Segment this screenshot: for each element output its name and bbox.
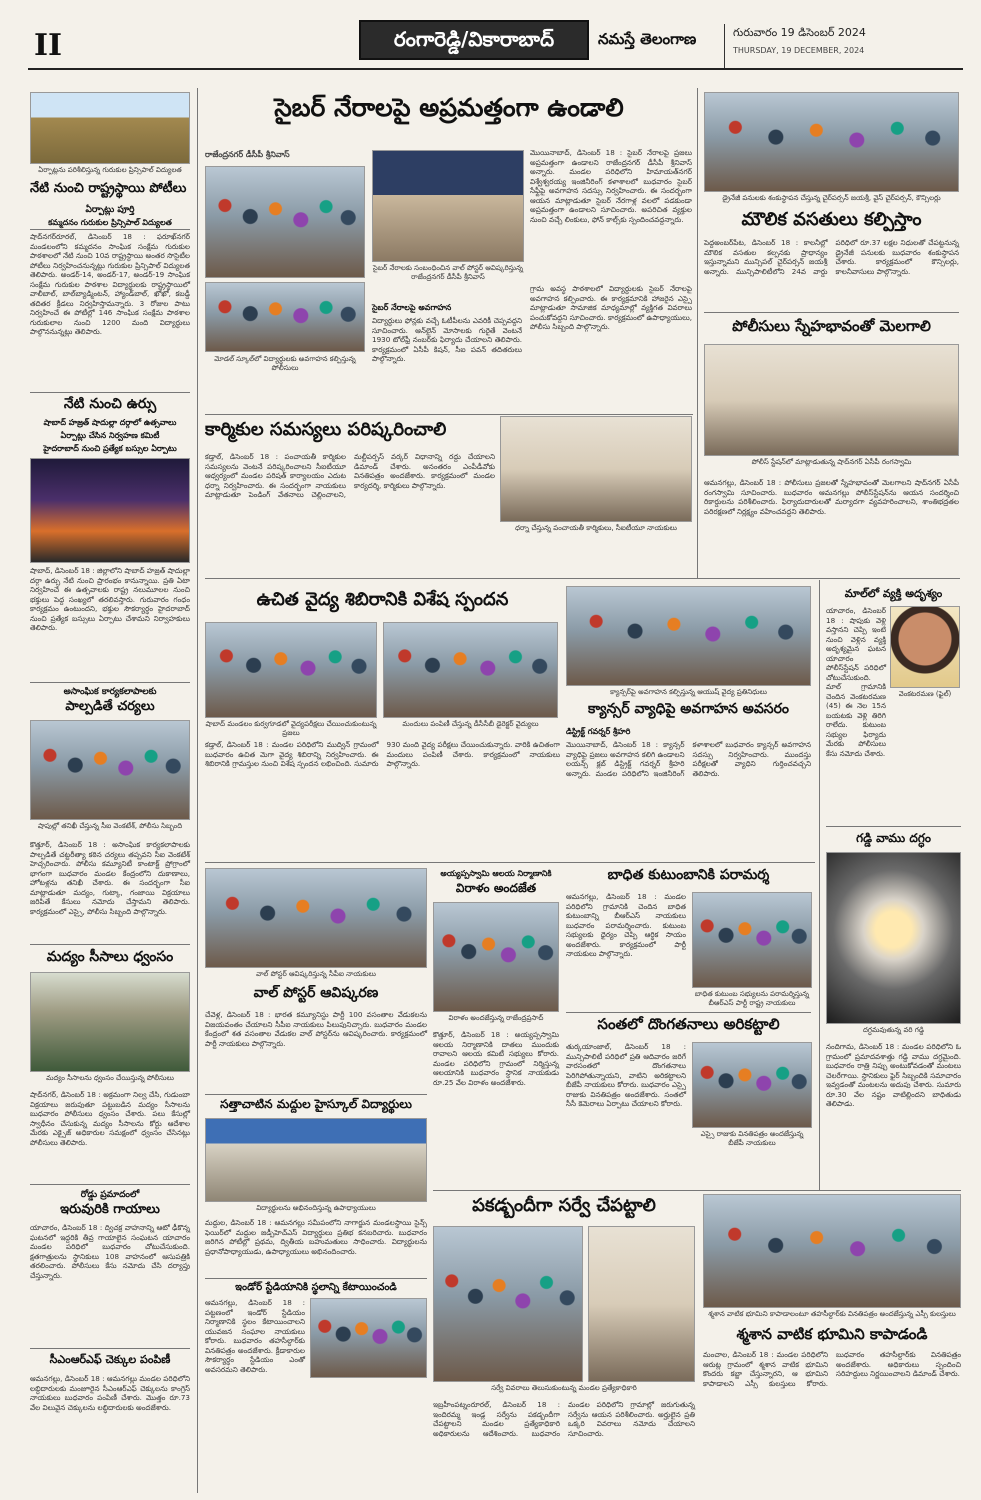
story-body: తుర్కయాంజాల్, డిసెంబర్ 18 : మున్సిపాలిటీ పరిధిలో ప్రతి ఆదివారం జరిగే వారసంతలో దొంగతనాలు పెరిగిపోతున్నాయని, వాటిని అరికట్టాలని బీజేపీ నాయకులు కోరారు. బుధవారం ఎస్సై రాజుకు వినతిపత్రం అందజేశారు. సంతలో సీసీ కెమెరాలు ఏర్పాటు చేయాలని కోరారు. <box>566 1042 686 1108</box>
story-divider <box>30 944 190 945</box>
photo-caption: ఏర్పాట్లను పరిశీలిస్తున్న గురుకుల ప్రిన్సిపాల్ విద్యులత <box>38 166 182 174</box>
story-subhead: ఏర్పాట్లు చేసిన నిర్వహణ కమిటీ <box>60 431 160 440</box>
photo-cancer-group <box>566 586 811 686</box>
story-body: మంచాల, డిసెంబర్ 18 : మండల పరిధిలోని ఆరుట్ల గ్రామంలో శ్మశాన వాటిక భూమిని కొందరు కబ్జా చేస్తున్నారని, ఆ భూమిని కాపాడాలని ఎస్సీ కులస్తులు కోరారు. బుధవారం తహసీల్దార్‌కు వినతిపత్రం అందజేశారు. అధికారులు స్పందించి సరిహద్దులు నిర్ణయించాలని డిమాండ్ చేశారు. <box>703 1350 961 1388</box>
story-body: ఆమనగల్లు, డిసెంబర్ 18 : మండల పరిధిలోని గ్రామానికి చెందిన బాధిత కుటుంబాన్ని బీఆర్‌ఎస్ నాయకులు బుధవారం పరామర్శించారు. కుటుంబ సభ్యులకు ధైర్యం చెప్పి ఆర్థిక సాయం అందజేశారు. కార్యక్రమంలో పార్టీ నాయకులు పాల్గొన్నారు. <box>566 892 686 958</box>
photo-bottles <box>30 972 190 1072</box>
photo-caption: దగ్ధమవుతున్న వరి గడ్డి <box>862 1026 925 1034</box>
story-body: కొత్తూర్, డిసెంబర్ 18 : అసాంఘిక కార్యకలాపాలకు పాల్పడితే చట్టరీత్యా కఠిన చర్యలు తప్పవని సీఐ వెంకటేశ్ హెచ్చరించారు. పోలీసు కమ్యూనిటీ కాంటాక్ట్ ప్రోగ్రాంలో భాగంగా బుధవారం మండల కేంద్రంలోని దుకాణాలు, హోటళ్లను తనిఖీ చేశారు. ఈ సందర్భంగా సీఐ మాట్లాడుతూ మద్యం, గుట్కా, గంజాయి విక్రయాలు జరిపితే కేసులు నమోదు చేస్తామని తెలిపారు. కార్యక్రమంలో ఎస్సై, పోలీసు సిబ్బంది పాల్గొన్నారు. <box>30 840 190 916</box>
story-divider <box>30 1184 190 1185</box>
photo-missing-person <box>890 606 960 688</box>
story-subhead: కమ్మదనం గురుకుల ప్రిన్సిపాల్ విద్యులత <box>30 217 190 230</box>
lead-body: మొయినాబాద్, డిసెంబర్ 18 : సైబర్ నేరాలపై ప్రజలు అప్రమత్తంగా ఉండాలని రాజేంద్రనగర్ డీసీపీ శ్రీనివాస్ అన్నారు. మండల పరిధిలోని హిమాయత్‌నగర్ విశ్వేశ్వరయ్య ఇంజినీరింగ్ కళాశాలలో బుధవారం సైబర్ సేఫ్టీపై అవగాహన సదస్సు నిర్వహించారు. ఈ సందర్భంగా ఆయన మాట్లాడుతూ సైబర్ నేరగాళ్ల వలలో పడకుండా అప్రమత్తంగా ఉండాలని సూచించారు. అపరిచిత వ్యక్తుల నుంచి వచ్చే లింకులు, ఫోన్ కాల్స్‌కు స్పందించవద్దన్నారు. <box>530 148 692 224</box>
story-divider <box>205 862 815 863</box>
photo-caption: సర్వే వివరాలు తెలుసుకుంటున్న మండల ప్రత్యేకాధికారి <box>491 1384 637 1392</box>
story-body: ఇబ్రహీంపట్నంరూరల్, డిసెంబర్ 18 : ఇందిరమ్మ ఇండ్ల సర్వేను పకడ్బందీగా చేపట్టాలని మండల ప్రత్యేకాధికారి అధికారులను ఆదేశించారు. బుధవారం మండల పరిధిలోని గ్రామాల్లో జరుగుతున్న సర్వేను ఆయన పరిశీలించారు. అర్హులైన ప్రతి ఒక్కరి వివరాలు నమోదు చేయాలని సూచించారు. <box>433 1400 695 1438</box>
story-headline: పకడ్బందీగా సర్వే చేపట్టాలి <box>472 1195 656 1216</box>
story-divider <box>566 1012 811 1013</box>
section-banner <box>359 20 589 60</box>
photo-caption: సైబర్ నేరాలకు సంబంధించిన వాల్ పోస్టర్ ఆవిష్కరిస్తున్న రాజేంద్రనగర్ డీసీపీ శ్రీనివాస్ <box>372 264 524 281</box>
story-headline: పాల్పడితే చర్యలు <box>65 699 155 714</box>
story-divider <box>205 414 693 415</box>
photo-cemetery-petition <box>703 1194 961 1308</box>
lead-byline: రాజేంద్రనగర్ డీసీపీ శ్రీనివాస్ <box>205 150 290 159</box>
photo-students <box>205 166 365 278</box>
story-headline: సత్తాచాటిన మద్దుల హైస్కూల్ విద్యార్థులు <box>220 1097 412 1111</box>
photo-survey-home <box>433 1226 583 1382</box>
story-subhead: రోడ్డు ప్రమాదంలో <box>80 1190 140 1200</box>
story-subhead: ఏర్పాట్లు పూర్తి <box>85 205 135 215</box>
story-headline: బాధిత కుటుంబానికి పరామర్శ <box>607 867 770 883</box>
photo-caption: బాధిత కుటుంబ సభ్యులను పరామర్శిస్తున్న బీఆర్‌ఎస్ పార్టీ రాష్ట్ర నాయకులు <box>694 990 810 1007</box>
photo-police-station <box>704 344 959 456</box>
section-title: రంగారెడ్డి/వికారాబాద్ <box>393 27 555 51</box>
story-headline: సంతలో దొంగతనాలు అరికట్టాలి <box>597 1015 780 1033</box>
photo-medical-camp <box>205 622 377 718</box>
photo-caption: వాల్ పోస్టర్ ఆవిష్కరిస్తున్న సీపీఐ నాయకులు <box>256 970 376 978</box>
photo-sports-ground <box>30 92 190 164</box>
story-headline: క్యాన్సర్ వ్యాధిపై అవగాహన అవసరం <box>587 701 790 717</box>
photo-caption: శ్మశాన వాటిక భూమిని కాపాడాలంటూ తహసీల్దార్‌కు వినతిపత్రం అందజేస్తున్న ఎస్సీ కులస్తులు <box>708 1310 956 1318</box>
column-divider <box>697 88 698 578</box>
story-divider <box>30 392 190 393</box>
story-body: ఆమనగల్లు, డిసెంబర్ 18 : పోలీసులు ప్రజలతో స్నేహభావంతో మెలగాలని షాద్‌నగర్ ఏసీపీ రంగస్వామి సూచించారు. బుధవారం ఆమనగల్లు పోలీస్‌స్టేషన్‌ను ఆయన సందర్శించి రికార్డులను పరిశీలించారు. ఫిర్యాదుదారులతో మర్యాదగా వ్యవహరించాలని, శాంతిభద్రతల పరిరక్షణలో నిర్లక్ష్యం వహించవద్దని తెలిపారు. <box>704 478 959 516</box>
photo-dargah-lights <box>30 458 190 563</box>
date-english: THURSDAY, 19 DECEMBER, 2024 <box>733 46 865 55</box>
date-telugu: గురువారం 19 డిసెంబర్ 2024 <box>733 26 866 39</box>
story-body: మొయినాబాద్, డిసెంబర్ 18 : క్యాన్సర్ వ్యాధిపై ప్రజలు అవగాహన కలిగి ఉండాలని లయన్స్ క్లబ్ డిస్ట్రిక్ట్ గవర్నర్ శ్రీహరి అన్నారు. మండల పరిధిలోని ఇంజినీరింగ్ కళాశాలలో బుధవారం క్యాన్సర్ అవగాహన సదస్సు నిర్వహించారు. ముందస్తు పరీక్షలతో వ్యాధిని గుర్తించవచ్చని తెలిపారు. <box>566 740 811 778</box>
story-divider <box>205 1094 427 1095</box>
story-divider <box>30 682 190 683</box>
story-body: షాద్‌నగర్‌రూరల్, డిసెంబర్ 18 : ఫరూఖ్‌నగర్ మండలంలోని కమ్మదనం సాంఘిక సంక్షేమ గురుకుల పాఠశాలలో నేటి నుంచి 10వ రాష్ట్రస్థాయి అంతర సొసైటీల పోటీలు నిర్వహించనున్నట్లు గురుకుల ప్రిన్సిపాల్ విద్యులత తెలిపారు. అండర్-14, అండర్-17, అండర్-19 సాంఘిక సంక్షేమ గురుకుల పాఠశాల విద్యార్థులకు రాష్ట్రస్థాయిలో వాలీబాల్, బాల్‌బ్యాడ్మింటన్, హ్యాండ్‌బాల్, ఖోఖో, కబడ్డీ తదితర క్రీడలు నిర్వహిస్తామన్నారు. 3 రోజుల పాటు నిర్వహించే ఈ పోటీల్లో 146 సాంఘిక సంక్షేమ పాఠశాల గురుకులాల నుంచి 1200 మంది విద్యార్థులు పాల్గొననున్నట్లు తెలిపారు. <box>30 232 190 336</box>
lead-body: గ్రామ అవస్థ పాఠశాలలో విద్యార్థులకు సైబర్ నేరాలపై అవగాహన కల్పించారు. ఈ కార్యక్రమానికి హాజరైన ఎస్సై మాట్లాడుతూ సామాజిక మాధ్యమాల్లో వ్యక్తిగత వివరాలు పంచుకోవద్దని సూచించారు. కార్యక్రమంలో ఉపాధ్యాయులు, పోలీసు సిబ్బంది పాల్గొన్నారు. <box>530 284 692 331</box>
story-subhead: షాబాద్ హజ్రత్ షాదుల్లా దర్గాలో ఉత్సవాలు <box>43 418 177 427</box>
photo-medicines <box>383 622 558 718</box>
photo-police-inspection <box>30 720 190 820</box>
photo-caption: విద్యార్థులను అభినందిస్తున్న ఉపాధ్యాయులు <box>256 1204 376 1212</box>
lead-inline-subhead: సైబర్ నేరాలపై అవగాహన <box>372 303 452 312</box>
story-headline: సీఎంఆర్‌ఎఫ్ చెక్కుల పంపిణీ <box>49 1353 171 1366</box>
photo-caption: మోడల్ స్కూల్‌లో విద్యార్థులకు అవగాహన కల్పిస్తున్న పోలీసులు <box>214 355 356 372</box>
story-headline: గడ్డి వాము దగ్ధం <box>856 831 931 845</box>
story-subhead: హైదరాబాద్ నుంచి ప్రత్యేక బస్సుల ఏర్పాటు <box>43 444 177 453</box>
masthead-divider <box>724 24 725 68</box>
paper-name: నమస్తే తెలంగాణ <box>598 30 697 48</box>
story-headline: ఇండోర్ స్టేడియానికి స్థలాన్ని కేటాయించండి <box>235 1282 397 1293</box>
story-headline: మాల్‌లో వ్యక్తి అదృశ్యం <box>844 587 943 600</box>
story-divider <box>205 1278 427 1279</box>
photo-wall-poster <box>205 868 427 968</box>
page-number: II <box>34 28 63 63</box>
story-headline: నేటి నుంచి రాష్ట్రస్థాయి పోటీలు <box>30 181 187 196</box>
story-body: నందిగామ, డిసెంబర్ 18 : మండల పరిధిలోని ఓ గ్రామంలో ప్రమాదవశాత్తు గడ్డి వాము దగ్ధమైంది. బుధవారం రాత్రి నిప్పు అంటుకోవడంతో మంటలు చెలరేగాయి. స్థానికులు ఫైర్ సిబ్బందికి సమాచారం ఇవ్వడంతో మంటలను అదుపు చేశారు. సుమారు రూ.30 వేల నష్టం వాటిల్లిందని బాధితుడు తెలిపాడు. <box>826 1042 961 1108</box>
photo-dharna <box>500 416 692 522</box>
photo-survey-woman <box>588 1226 695 1382</box>
story-divider <box>30 1348 190 1349</box>
photo-caption: మద్యం సీసాలను ధ్వంసం చేయిస్తున్న పోలీసులు <box>46 1074 174 1082</box>
photo-caption: ధర్నా చేస్తున్న పంచాయతీ కార్మికులు, సీఐటీయూ నాయకులు <box>515 524 677 532</box>
story-divider <box>826 826 961 827</box>
story-headline: ఉచిత వైద్య శిబిరానికి విశేష స్పందన <box>256 589 509 610</box>
story-subhead: అసాంఘిక కార్యకలాపాలకు <box>63 687 157 697</box>
story-body-continued <box>826 702 961 822</box>
photo-haystack-fire <box>826 852 961 1024</box>
photo-caption: ఎస్సై రాజుకు వినతిపత్రం అందజేస్తున్న బీజేపీ నాయకులు <box>700 1130 804 1147</box>
photo-stadium-petition <box>310 1298 427 1378</box>
lead-headline: సైబర్ నేరాలపై అప్రమత్తంగా ఉండాలి <box>274 93 624 122</box>
story-body: షాబాద్, డిసెంబర్ 18 : జిల్లాలోని షాబాద్ హజ్రత్ షాదుల్లా దర్గా ఉర్సు నేటి నుంచి ప్రారంభం కానున్నాయి. ప్రతి ఏటా నిర్వహించే ఈ ఉత్సవాలకు రాష్ట్ర నలుమూలల నుంచి భక్తులు పెద్ద సంఖ్యలో తరలివస్తారు. గురువారం గంధం కార్యక్రమం ఉంటుందని, భక్తుల సౌకర్యార్థం హైదరాబాద్ నుంచి ప్రత్యేక బస్సులు ఏర్పాటు చేశామని నిర్వాహకులు తెలిపారు. <box>30 566 190 632</box>
story-body: పెద్దఅంబర్‌పేట, డిసెంబర్ 18 : కాలనీల్లో మౌలిక వసతుల కల్పనకు ప్రాధాన్యం ఇస్తున్నామని మున్సిపల్ చైర్‌పర్సన్ జయశ్రీ అన్నారు. మున్సిపాలిటీలోని 24వ వార్డు పరిధిలో రూ.37 లక్షల నిధులతో చేపట్టనున్న డ్రైనేజీ పనులకు బుధవారం శంకుస్థాపన చేశారు. కార్యక్రమంలో కౌన్సిలర్లు, కాలనీవాసులు పాల్గొన్నారు. <box>704 238 959 276</box>
story-body: ఆమనగల్లు, డిసెంబర్ 18 : పట్టణంలో ఇండోర్ స్టేడియం నిర్మాణానికి స్థలం కేటాయించాలని యువజన సంఘాల నాయకులు కోరారు. బుధవారం తహసీల్దార్‌కు వినతిపత్రం అందజేశారు. క్రీడాకారుల సౌకర్యార్థం స్టేడియం ఎంతో అవసరమని తెలిపారు. <box>205 1298 305 1374</box>
photo-caption: మందులు పంపిణీ చేస్తున్న డీసీసీబీ డైరెక్టర్ వైద్యులు <box>402 720 539 728</box>
column-divider <box>819 580 820 1190</box>
photo-caption: విరాళం అందజేస్తున్న రాజేంద్రప్రసాద్ <box>448 1014 544 1022</box>
story-headline: మౌలిక వసతులు కల్పిస్తాం <box>741 209 922 230</box>
story-headline: నేటి నుంచి ఉర్సు <box>63 396 157 412</box>
photo-caption: పోలీస్ స్టేషన్‌లో మాట్లాడుతున్న షాద్‌నగర్ ఏసీపీ రంగస్వామి <box>751 458 912 466</box>
story-body: ఆమనగల్లు, డిసెంబర్ 18 : ఆమనగల్లు మండల పరిధిలోని లబ్ధిదారులకు మంజూరైన సీఎంఆర్‌ఎఫ్ చెక్కులను కాంగ్రెస్ నాయకులు బుధవారం పంపిణీ చేశారు. మొత్తం రూ.73 వేల విలువైన చెక్కులను లబ్ధిదారులకు అందజేశారు. <box>30 1374 190 1412</box>
story-headline: వాల్ పోస్టర్ ఆవిష్కరణ <box>253 985 379 1001</box>
story-divider <box>704 312 959 313</box>
story-subhead: అయ్యప్పస్వామి ఆలయ నిర్మాణానికి <box>440 869 552 878</box>
section-divider <box>205 578 960 579</box>
story-body: మద్దుల, డిసెంబర్ 18 : ఆమనగల్లు సమీపంలోని నాగార్జున మండలస్థాయి సైన్స్ ఫెయిర్‌లో మద్దుల జడ్పీహెచ్‌ఎస్ విద్యార్థులు ప్రతిభ కనబరిచారు. బుధవారం జరిగిన పోటీల్లో ప్రథమ, ద్వితీయ బహుమతులు సాధించారు. విద్యార్థులను ప్రధానోపాధ్యాయుడు, ఉపాధ్యాయులు అభినందించారు. <box>205 1218 427 1256</box>
photo-caption: షాపుల్లో తనిఖీ చేస్తున్న సీఐ వెంకటేశ్, పోలీసు సిబ్బంది <box>37 822 183 830</box>
column-divider <box>197 88 198 1493</box>
story-headline: శ్మశాన వాటిక భూమిని కాపాడండి <box>736 1325 928 1343</box>
masthead-rule <box>28 68 963 70</box>
masthead <box>0 0 981 84</box>
photo-students-hall <box>205 282 365 352</box>
photo-cyber-poster <box>372 150 524 262</box>
section-divider <box>433 1190 961 1191</box>
photo-visit-family <box>692 892 812 988</box>
story-body: కడ్తాల్, డిసెంబర్ 18 : పంచాయతీ కార్మికుల సమస్యలను వెంటనే పరిష్కరించాలని సీఐటీయూ ఆధ్వర్యంలో మండల పరిషత్ కార్యాలయం ఎదుట ధర్నా నిర్వహించారు. ఈ సందర్భంగా నాయకులు మాట్లాడుతూ పెండింగ్ వేతనాలు చెల్లించాలని, మల్టీపర్పస్ వర్కర్ విధానాన్ని రద్దు చేయాలని డిమాండ్ చేశారు. అనంతరం ఎంపీడీవోకు వినతిపత్రం అందజేశారు. కార్యక్రమంలో మండల కార్యదర్శి, కార్మికులు పాల్గొన్నారు. <box>205 452 495 499</box>
story-body: కొత్తూర్, డిసెంబర్ 18 : అయ్యప్పస్వామి ఆలయ నిర్మాణానికి దాతలు ముందుకు రావాలని ఆలయ కమిటీ సభ్యులు కోరారు. మండల పరిధిలోని గ్రామంలో నిర్మిస్తున్న ఆలయానికి బుధవారం స్థానిక నాయకుడు రూ.25 వేల విరాళం అందజేశారు. <box>433 1030 559 1087</box>
lead-body: విద్యార్థులు ఫోన్లకు వచ్చే ఓటీపీలను ఎవరికీ చెప్పవద్దని సూచించారు. ఆన్‌లైన్ మోసాలకు గురైతే వెంటనే 1930 టోల్‌ఫ్రీ నంబర్‌కు ఫిర్యాదు చేయాలని తెలిపారు. కార్యక్రమంలో ఏసీపీ కిషన్, సీఐ పవన్ తదితరులు పాల్గొన్నారు. <box>372 316 522 363</box>
story-body: యాచారం, డిసెంబర్ 18 : షాపుకు వెళ్లి వస్తానని చెప్పి ఇంటి నుంచి వెళ్లిన వ్యక్తి అదృశ్యమైన ఘటన యాచారం పోలీస్‌స్టేషన్ పరిధిలో చోటుచేసుకుంది. మాల్ గ్రామానికి చెందిన వెంకటరమణ (45) ఈ నెల 15న బయటకు వెళ్లి తిరిగి రాలేదు. కుటుంబ సభ్యుల ఫిర్యాదు మేరకు పోలీసులు కేసు నమోదు చేశారు. <box>826 606 886 758</box>
story-headline: మద్యం సీసాలు ధ్వంసం <box>46 949 174 965</box>
photo-councillors <box>704 92 959 192</box>
photo-caption: షాబాద్ మండలం కుర్వగూడలో వైద్యపరీక్షలు చేయించుకుంటున్న ప్రజలు <box>205 720 377 737</box>
photo-donation <box>433 902 559 1012</box>
photo-caption: క్యాన్సర్‌పై అవగాహన కల్పిస్తున్న ఆయుష్ వైద్య ప్రతినిధులు <box>610 688 767 696</box>
photo-school-students <box>205 1118 427 1202</box>
story-headline: ఇరువురికి గాయాలు <box>60 1202 160 1217</box>
photo-caption: డ్రైనేజీ పనులకు శంకుస్థాపన చేస్తున్న చైర్‌పర్సన్ జయశ్రీ, వైస్ చైర్‌పర్సన్, కౌన్సిలర్లు <box>722 194 941 202</box>
story-subhead: డిస్ట్రిక్ట్ గవర్నర్ శ్రీహరి <box>566 727 631 736</box>
story-body: యాచారం, డిసెంబర్ 18 : ద్విచక్ర వాహనాన్ని ఆటో ఢీకొన్న ఘటనలో ఇద్దరికి తీవ్ర గాయాలైన సంఘటన యాచారం మండల పరిధిలో బుధవారం చోటుచేసుకుంది. క్షతగాత్రులను స్థానికులు 108 వాహనంలో ఆసుపత్రికి తరలించారు. పోలీసులు కేసు నమోదు చేసి దర్యాప్తు చేస్తున్నారు. <box>30 1223 190 1280</box>
photo-petition-si <box>692 1042 812 1128</box>
story-headline: కార్మికుల సమస్యలు పరిష్కరించాలి <box>205 419 447 440</box>
story-body: కడ్తాల్, డిసెంబర్ 18 : మండల పరిధిలోని ముద్విన్ గ్రామంలో బుధవారం ఉచిత మెగా వైద్య శిబిరాన్ని నిర్వహించారు. ఈ శిబిరానికి గ్రామస్తుల నుంచి విశేష స్పందన లభించింది. సుమారు 930 మంది వైద్య పరీక్షలు చేయించుకున్నారు. వారికి ఉచితంగా మందులు పంపిణీ చేశారు. కార్యక్రమంలో నాయకులు పాల్గొన్నారు. <box>205 740 560 768</box>
story-headline: పోలీసులు స్నేహభావంతో మెలగాలి <box>732 317 931 335</box>
story-body: షాద్‌నగర్, డిసెంబర్ 18 : అక్రమంగా నిల్వ చేసి, గుడుంబా విక్రయాలు జరుపుతూ పట్టుబడిన మద్యం సీసాలను బుధవారం పోలీసులు ధ్వంసం చేశారు. పలు కేసుల్లో స్వాధీనం చేసుకున్న మద్యం సీసాలను కోర్టు ఆదేశాల మేరకు ఎక్సైజ్ అధికారుల సమక్షంలో ధ్వంసం చేసినట్లు పోలీసులు తెలిపారు. <box>30 1090 190 1147</box>
story-body: చేవెళ్ల, డిసెంబర్ 18 : భారత కమ్యూనిస్టు పార్టీ 100 వసంతాల వేడుకలను విజయవంతం చేయాలని సీపీఐ నాయకులు పిలుపునిచ్చారు. బుధవారం మండల కేంద్రంలో శత వసంతాల వేడుకల వాల్ పోస్టర్‌ను ఆవిష్కరించారు. కార్యక్రమంలో పార్టీ నాయకులు పాల్గొన్నారు. <box>205 1010 427 1048</box>
photo-caption: వెంకటరమణ (ఫైల్) <box>898 690 952 698</box>
story-headline: విరాళం అందజేత <box>455 881 537 895</box>
